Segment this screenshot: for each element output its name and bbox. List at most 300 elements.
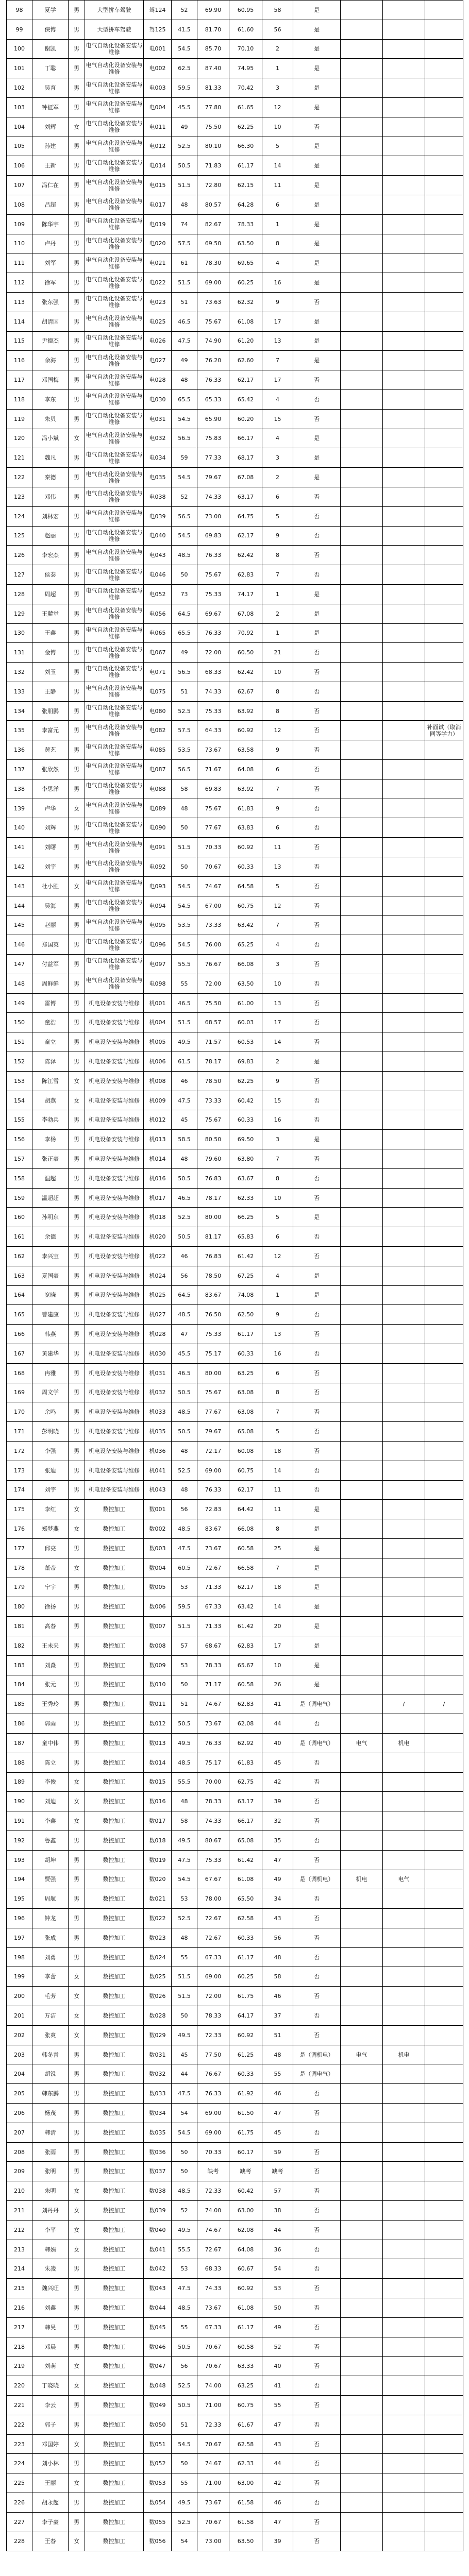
cell-rank: 8 bbox=[262, 234, 293, 253]
cell-seq: 101 bbox=[7, 59, 32, 78]
cell-note bbox=[425, 1266, 463, 1285]
cell-shortlisted: 是（调电气） bbox=[293, 2064, 341, 2084]
cell-major: 数控加工 bbox=[85, 1870, 144, 1889]
cell-sex: 男 bbox=[69, 1344, 85, 1363]
table-row bbox=[7, 1461, 463, 1480]
cell-name: 刘淼 bbox=[32, 1655, 69, 1675]
cell-total: 78.33 bbox=[229, 214, 262, 234]
cell-major: 电气自动化设备安装与维修 bbox=[85, 409, 144, 429]
cell-total: 62.25 bbox=[229, 1071, 262, 1091]
cell-adjust-major bbox=[341, 2240, 383, 2259]
cell-adjust-major bbox=[341, 2123, 383, 2142]
cell-seq: 228 bbox=[7, 2532, 32, 2551]
cell-interview: 74.90 bbox=[197, 331, 229, 351]
cell-sex: 男 bbox=[69, 1325, 85, 1344]
cell-exam-no: 机025 bbox=[144, 1285, 172, 1305]
cell-exam-no: 电031 bbox=[144, 409, 172, 429]
cell-shortlisted: 是 bbox=[293, 1500, 341, 1519]
cell-total: 60.67 bbox=[229, 2259, 262, 2279]
table-row bbox=[7, 623, 463, 643]
cell-total: 66.17 bbox=[229, 429, 262, 448]
table-row bbox=[7, 1558, 463, 1578]
cell-note bbox=[425, 2493, 463, 2513]
cell-shortlisted: 是 bbox=[293, 78, 341, 98]
cell-seq: 138 bbox=[7, 779, 32, 799]
cell-written: 54.5 bbox=[172, 526, 197, 546]
cell-exam-no: 数044 bbox=[144, 2298, 172, 2318]
cell-exam-no: 数010 bbox=[144, 1675, 172, 1694]
cell-adjust-major bbox=[341, 526, 383, 546]
cell-interview: 83.67 bbox=[197, 1519, 229, 1539]
cell-rank: 7 bbox=[262, 1402, 293, 1422]
cell-interview: 78.17 bbox=[197, 1052, 229, 1072]
cell-shortlisted: 否 bbox=[293, 1422, 341, 1442]
cell-rank: 55 bbox=[262, 2396, 293, 2415]
cell-adjust-choice bbox=[383, 1071, 425, 1091]
cell-rank: 17 bbox=[262, 1636, 293, 1655]
cell-sex: 男 bbox=[69, 2162, 85, 2181]
cell-sex: 男 bbox=[69, 2454, 85, 2473]
cell-adjust-major bbox=[341, 176, 383, 195]
cell-adjust-major bbox=[341, 2454, 383, 2473]
cell-seq: 122 bbox=[7, 468, 32, 487]
cell-seq: 183 bbox=[7, 1655, 32, 1675]
cell-name: 刘迪 bbox=[32, 1792, 69, 1811]
cell-interview: 79.67 bbox=[197, 468, 229, 487]
cell-seq: 165 bbox=[7, 1305, 32, 1325]
cell-exam-no: 数026 bbox=[144, 1987, 172, 2006]
cell-total: 66.17 bbox=[229, 1811, 262, 1831]
cell-rank: 4 bbox=[262, 1266, 293, 1285]
cell-sex: 男 bbox=[69, 1461, 85, 1480]
table-row bbox=[7, 1305, 463, 1325]
cell-rank: 2 bbox=[262, 468, 293, 487]
cell-total: 62.08 bbox=[229, 2220, 262, 2240]
cell-shortlisted: 否 bbox=[293, 1967, 341, 1987]
cell-adjust-major bbox=[341, 1052, 383, 1072]
cell-adjust-choice bbox=[383, 916, 425, 935]
cell-shortlisted: 否 bbox=[293, 1811, 341, 1831]
cell-exam-no: 电071 bbox=[144, 663, 172, 682]
cell-rank: 47 bbox=[262, 2512, 293, 2532]
cell-name: 邓国梅 bbox=[32, 370, 69, 390]
cell-total: 62.83 bbox=[229, 565, 262, 585]
cell-total: 61.25 bbox=[229, 2045, 262, 2064]
cell-seq: 184 bbox=[7, 1675, 32, 1694]
cell-exam-no: 机006 bbox=[144, 1052, 172, 1072]
cell-adjust-choice bbox=[383, 721, 425, 740]
cell-note bbox=[425, 1578, 463, 1597]
cell-written: 55 bbox=[172, 974, 197, 993]
cell-adjust-major bbox=[341, 1597, 383, 1617]
cell-exam-no: 数046 bbox=[144, 2337, 172, 2357]
cell-rank: 6 bbox=[262, 760, 293, 779]
cell-adjust-major bbox=[341, 2434, 383, 2454]
cell-seq: 141 bbox=[7, 838, 32, 857]
cell-note bbox=[425, 1402, 463, 1422]
cell-adjust-major bbox=[341, 1441, 383, 1461]
cell-note bbox=[425, 1, 463, 20]
cell-total: 63.00 bbox=[229, 2473, 262, 2493]
cell-exam-no: 机017 bbox=[144, 1188, 172, 1208]
cell-adjust-choice bbox=[383, 526, 425, 546]
cell-total: 63.42 bbox=[229, 1597, 262, 1617]
table-row bbox=[7, 1538, 463, 1558]
cell-adjust-choice bbox=[383, 955, 425, 974]
cell-shortlisted: 否 bbox=[293, 2317, 341, 2337]
cell-note bbox=[425, 2123, 463, 2142]
cell-adjust-choice bbox=[383, 1227, 425, 1247]
cell-note bbox=[425, 935, 463, 955]
cell-major: 数控加工 bbox=[85, 2512, 144, 2532]
cell-major: 数控加工 bbox=[85, 1987, 144, 2006]
table-row bbox=[7, 2006, 463, 2026]
table-row bbox=[7, 2162, 463, 2181]
cell-total: 60.20 bbox=[229, 409, 262, 429]
table-row bbox=[7, 1071, 463, 1091]
cell-sex: 男 bbox=[69, 1, 85, 20]
cell-shortlisted: 是 bbox=[293, 1266, 341, 1285]
cell-sex: 男 bbox=[69, 1383, 85, 1402]
cell-total: 63.17 bbox=[229, 487, 262, 506]
cell-note bbox=[425, 916, 463, 935]
cell-total: 62.50 bbox=[229, 1305, 262, 1325]
cell-total: 61.50 bbox=[229, 2104, 262, 2123]
cell-seq: 158 bbox=[7, 1168, 32, 1188]
cell-adjust-choice bbox=[383, 2396, 425, 2415]
cell-seq: 109 bbox=[7, 214, 32, 234]
table-row bbox=[7, 2142, 463, 2162]
cell-sex: 男 bbox=[69, 156, 85, 176]
cell-note bbox=[425, 1811, 463, 1831]
cell-exam-no: 机030 bbox=[144, 1344, 172, 1363]
cell-interview: 69.90 bbox=[197, 1, 229, 20]
cell-seq: 172 bbox=[7, 1441, 32, 1461]
cell-adjust-choice bbox=[383, 195, 425, 214]
cell-name: 张朋鹏 bbox=[32, 701, 69, 721]
cell-adjust-choice bbox=[383, 468, 425, 487]
cell-seq: 123 bbox=[7, 487, 32, 506]
cell-sex: 男 bbox=[69, 1052, 85, 1072]
cell-exam-no: 机020 bbox=[144, 1227, 172, 1247]
cell-written: 51.5 bbox=[172, 1967, 197, 1987]
cell-name: 余鸣 bbox=[32, 1402, 69, 1422]
cell-exam-no: 数054 bbox=[144, 2493, 172, 2513]
cell-interview: 76.83 bbox=[197, 1168, 229, 1188]
cell-major: 电气自动化设备安装与维修 bbox=[85, 59, 144, 78]
cell-major: 数控加工 bbox=[85, 2045, 144, 2064]
cell-sex: 男 bbox=[69, 857, 85, 877]
cell-note bbox=[425, 2434, 463, 2454]
cell-written: 52.5 bbox=[172, 137, 197, 156]
cell-seq: 129 bbox=[7, 604, 32, 623]
cell-adjust-major bbox=[341, 740, 383, 760]
cell-exam-no: 电092 bbox=[144, 857, 172, 877]
cell-adjust-major bbox=[341, 409, 383, 429]
cell-note bbox=[425, 487, 463, 506]
cell-adjust-choice bbox=[383, 2454, 425, 2473]
cell-name: 李勃兵 bbox=[32, 1110, 69, 1130]
cell-interview: 76.67 bbox=[197, 2064, 229, 2084]
cell-written: 59.5 bbox=[172, 1597, 197, 1617]
cell-exam-no: 电090 bbox=[144, 818, 172, 838]
cell-rank: 11 bbox=[262, 176, 293, 195]
cell-total: 69.83 bbox=[229, 1052, 262, 1072]
cell-total: 60.33 bbox=[229, 857, 262, 877]
cell-exam-no: 数053 bbox=[144, 2473, 172, 2493]
cell-name: 郑国英 bbox=[32, 935, 69, 955]
cell-name: 黄建华 bbox=[32, 1344, 69, 1363]
cell-seq: 197 bbox=[7, 1928, 32, 1947]
cell-note bbox=[425, 876, 463, 896]
cell-rank: 58 bbox=[262, 1, 293, 20]
cell-name: 余海 bbox=[32, 351, 69, 370]
cell-note bbox=[425, 2142, 463, 2162]
cell-rank: 5 bbox=[262, 137, 293, 156]
cell-name: 高春 bbox=[32, 1617, 69, 1636]
table-row bbox=[7, 409, 463, 429]
cell-interview: 73.33 bbox=[197, 1091, 229, 1110]
cell-name: 刘宇 bbox=[32, 857, 69, 877]
table-row bbox=[7, 1130, 463, 1149]
cell-name: 赵丽 bbox=[32, 526, 69, 546]
cell-adjust-choice bbox=[383, 1811, 425, 1831]
cell-shortlisted: 否 bbox=[293, 2162, 341, 2181]
cell-interview: 75.33 bbox=[197, 1325, 229, 1344]
cell-name: 侯泰 bbox=[32, 565, 69, 585]
table-row bbox=[7, 1967, 463, 1987]
cell-name: 李杨 bbox=[32, 1130, 69, 1149]
cell-name: 宁宇 bbox=[32, 1578, 69, 1597]
cell-adjust-choice bbox=[383, 156, 425, 176]
cell-adjust-major bbox=[341, 1266, 383, 1285]
cell-interview: 74.00 bbox=[197, 2201, 229, 2221]
cell-seq: 111 bbox=[7, 253, 32, 273]
cell-written: 48 bbox=[172, 195, 197, 214]
cell-name: 李强 bbox=[32, 1441, 69, 1461]
table-row bbox=[7, 1870, 463, 1889]
cell-adjust-major bbox=[341, 663, 383, 682]
cell-interview: 69.00 bbox=[197, 2104, 229, 2123]
cell-interview: 80.00 bbox=[197, 1363, 229, 1383]
cell-shortlisted: 是 bbox=[293, 214, 341, 234]
cell-major: 电气自动化设备安装与维修 bbox=[85, 584, 144, 604]
cell-adjust-major bbox=[341, 1714, 383, 1734]
cell-name: 张欣然 bbox=[32, 760, 69, 779]
cell-exam-no: 电098 bbox=[144, 974, 172, 993]
cell-adjust-major bbox=[341, 253, 383, 273]
cell-interview: 73.67 bbox=[197, 740, 229, 760]
cell-adjust-major bbox=[341, 2279, 383, 2298]
cell-sex: 男 bbox=[69, 1889, 85, 1909]
cell-name: 刘小林 bbox=[32, 2454, 69, 2473]
cell-name: 王秀玲 bbox=[32, 1694, 69, 1714]
cell-shortlisted: 否 bbox=[293, 487, 341, 506]
cell-interview: 72.33 bbox=[197, 2181, 229, 2201]
cell-rank: 13 bbox=[262, 993, 293, 1013]
cell-exam-no: 电034 bbox=[144, 448, 172, 468]
cell-note bbox=[425, 1733, 463, 1753]
cell-exam-no: 机033 bbox=[144, 1402, 172, 1422]
cell-interview: 71.00 bbox=[197, 2473, 229, 2493]
cell-shortlisted: 是 bbox=[293, 604, 341, 623]
cell-major: 电气自动化设备安装与维修 bbox=[85, 876, 144, 896]
cell-written: 54 bbox=[172, 2104, 197, 2123]
cell-note bbox=[425, 974, 463, 993]
cell-total: 61.42 bbox=[229, 1247, 262, 1266]
table-row bbox=[7, 1675, 463, 1694]
cell-adjust-choice bbox=[383, 1363, 425, 1383]
cell-name: 刘丹丹 bbox=[32, 2201, 69, 2221]
cell-shortlisted: 是 bbox=[293, 351, 341, 370]
cell-adjust-choice bbox=[383, 2142, 425, 2162]
cell-rank: 44 bbox=[262, 1714, 293, 1734]
cell-adjust-major bbox=[341, 1947, 383, 1967]
cell-note bbox=[425, 1792, 463, 1811]
cell-name: 韩清 bbox=[32, 2123, 69, 2142]
cell-written: 50 bbox=[172, 2006, 197, 2026]
cell-sex: 男 bbox=[69, 78, 85, 98]
cell-seq: 226 bbox=[7, 2493, 32, 2513]
table-row bbox=[7, 234, 463, 253]
cell-sex: 男 bbox=[69, 273, 85, 293]
cell-sex: 男 bbox=[69, 292, 85, 312]
cell-name: 杨茂 bbox=[32, 2104, 69, 2123]
cell-seq: 156 bbox=[7, 1130, 32, 1149]
cell-exam-no: 机016 bbox=[144, 1168, 172, 1188]
table-row bbox=[7, 584, 463, 604]
cell-major: 电气自动化设备安装与维修 bbox=[85, 701, 144, 721]
cell-total: 62.83 bbox=[229, 1694, 262, 1714]
cell-shortlisted: 否 bbox=[293, 2123, 341, 2142]
table-row bbox=[7, 487, 463, 506]
cell-note bbox=[425, 682, 463, 701]
cell-adjust-major bbox=[341, 1617, 383, 1636]
cell-major: 机电设备安装与维修 bbox=[85, 993, 144, 1013]
cell-major: 电气自动化设备安装与维修 bbox=[85, 292, 144, 312]
cell-adjust-choice bbox=[383, 97, 425, 117]
cell-note bbox=[425, 1987, 463, 2006]
cell-name: 李东 bbox=[32, 389, 69, 409]
cell-written: 57 bbox=[172, 1636, 197, 1655]
cell-shortlisted: 否 bbox=[293, 2259, 341, 2279]
cell-rank: 5 bbox=[262, 1208, 293, 1227]
cell-sex: 男 bbox=[69, 2337, 85, 2357]
cell-seq: 104 bbox=[7, 117, 32, 137]
cell-written: 50.5 bbox=[172, 1714, 197, 1734]
cell-total: 63.17 bbox=[229, 1792, 262, 1811]
cell-adjust-choice bbox=[383, 1110, 425, 1130]
cell-interview: 74.33 bbox=[197, 1811, 229, 1831]
cell-adjust-major bbox=[341, 2025, 383, 2045]
cell-total: 65.42 bbox=[229, 389, 262, 409]
cell-adjust-choice bbox=[383, 1052, 425, 1072]
cell-sex: 男 bbox=[69, 740, 85, 760]
cell-shortlisted: 是 bbox=[293, 468, 341, 487]
cell-shortlisted: 否 bbox=[293, 546, 341, 565]
cell-name: 赵丽 bbox=[32, 916, 69, 935]
table-row bbox=[7, 1792, 463, 1811]
cell-shortlisted: 否 bbox=[293, 2337, 341, 2357]
cell-name: 王新 bbox=[32, 156, 69, 176]
cell-name: 邓国婷 bbox=[32, 2434, 69, 2454]
cell-exam-no: 数001 bbox=[144, 1500, 172, 1519]
cell-note bbox=[425, 1928, 463, 1947]
cell-adjust-major bbox=[341, 2084, 383, 2104]
cell-shortlisted: 是 bbox=[293, 1538, 341, 1558]
cell-written: 48.5 bbox=[172, 1402, 197, 1422]
table-row bbox=[7, 779, 463, 799]
cell-exam-no: 数018 bbox=[144, 1831, 172, 1850]
cell-interview: 81.33 bbox=[197, 78, 229, 98]
cell-major: 数控加工 bbox=[85, 1636, 144, 1655]
cell-sex: 男 bbox=[69, 1227, 85, 1247]
cell-major: 数控加工 bbox=[85, 2142, 144, 2162]
table-row bbox=[7, 2259, 463, 2279]
cell-interview: 75.67 bbox=[197, 312, 229, 331]
cell-adjust-major bbox=[341, 1149, 383, 1169]
cell-major: 数控加工 bbox=[85, 2123, 144, 2142]
cell-total: 60.92 bbox=[229, 838, 262, 857]
cell-adjust-choice bbox=[383, 2162, 425, 2181]
cell-shortlisted: 否 bbox=[293, 1247, 341, 1266]
cell-shortlisted: 否 bbox=[293, 1889, 341, 1909]
cell-shortlisted: 否 bbox=[293, 2396, 341, 2415]
cell-note bbox=[425, 1461, 463, 1480]
cell-note bbox=[425, 2357, 463, 2376]
cell-name: 徐军 bbox=[32, 273, 69, 293]
cell-seq: 195 bbox=[7, 1889, 32, 1909]
cell-note bbox=[425, 2512, 463, 2532]
cell-written: 48 bbox=[172, 370, 197, 390]
cell-interview: 71.00 bbox=[197, 2396, 229, 2415]
cell-exam-no: 机032 bbox=[144, 1383, 172, 1402]
cell-interview: 78.17 bbox=[197, 1188, 229, 1208]
cell-total: 74.95 bbox=[229, 59, 262, 78]
cell-written: 51.5 bbox=[172, 1013, 197, 1032]
cell-name: 陈泽 bbox=[32, 1052, 69, 1072]
cell-total: 62.15 bbox=[229, 176, 262, 195]
cell-total: 70.10 bbox=[229, 39, 262, 59]
cell-exam-no: 电001 bbox=[144, 39, 172, 59]
cell-exam-no: 机027 bbox=[144, 1305, 172, 1325]
cell-major: 电气自动化设备安装与维修 bbox=[85, 565, 144, 585]
cell-major: 数控加工 bbox=[85, 1675, 144, 1694]
cell-total: 61.58 bbox=[229, 2512, 262, 2532]
cell-exam-no: 数035 bbox=[144, 2123, 172, 2142]
cell-adjust-choice bbox=[383, 2415, 425, 2434]
cell-major: 电气自动化设备安装与维修 bbox=[85, 643, 144, 663]
cell-name: 王未来 bbox=[32, 1636, 69, 1655]
cell-name: 卢华 bbox=[32, 799, 69, 818]
cell-interview: 71.57 bbox=[197, 1032, 229, 1052]
cell-note bbox=[425, 799, 463, 818]
cell-written: 57.5 bbox=[172, 721, 197, 740]
cell-name: 魏兴旺 bbox=[32, 2279, 69, 2298]
table-row bbox=[7, 2064, 463, 2084]
cell-name: 刘萌 bbox=[32, 2357, 69, 2376]
cell-seq: 219 bbox=[7, 2357, 32, 2376]
cell-adjust-major bbox=[341, 1578, 383, 1597]
cell-total: 66.30 bbox=[229, 137, 262, 156]
cell-adjust-choice bbox=[383, 2512, 425, 2532]
cell-major: 电气自动化设备安装与维修 bbox=[85, 740, 144, 760]
cell-adjust-choice bbox=[383, 1305, 425, 1325]
cell-seq: 179 bbox=[7, 1578, 32, 1597]
cell-sex: 男 bbox=[69, 1655, 85, 1675]
cell-written: 53 bbox=[172, 1655, 197, 1675]
cell-total: 61.83 bbox=[229, 1753, 262, 1772]
